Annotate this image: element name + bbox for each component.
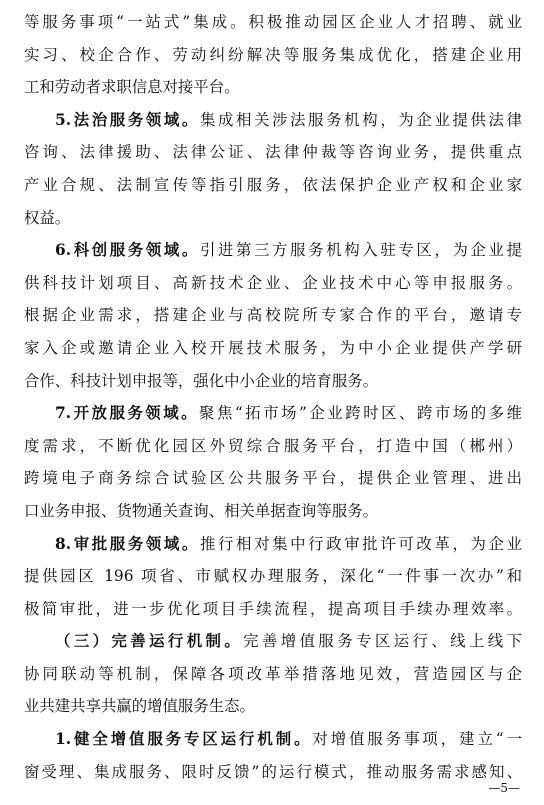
text-line: 协同联动等机制，保障各项改革举措落地见效，营造园区与企	[24, 664, 522, 683]
text-line: 产业合规、法制宣传等指引服务，依法保护企业产权和企业家	[24, 175, 522, 194]
text-line: 跨境电子商务综合试验区公共服务平台，提供企业管理、进出	[24, 469, 522, 488]
text-line: 业共建共享共赢的增值服务生态。	[24, 697, 255, 716]
document-page	[24, 6, 522, 788]
text-line	[24, 234, 522, 267]
paragraph-openness-services	[24, 397, 522, 527]
text-line: 等服务事项“一站式”集成。积极推动园区企业人才招聘、就业	[24, 13, 522, 31]
page-number: —5—	[488, 781, 520, 795]
text-span: 完善增值服务专区运行、线上线下	[243, 632, 522, 651]
text-line	[24, 397, 522, 430]
paragraph-innovation-services	[24, 234, 522, 397]
text-line	[24, 625, 522, 658]
section-heading: 5.法治服务领域。	[55, 110, 200, 129]
section-heading: 7.开放服务领域。	[55, 404, 200, 423]
section-heading: 1.健全增值服务专区运行机制。	[55, 730, 313, 749]
text-line: 家入企或邀请企业入校开展技术服务，为中小企业提供产学研	[24, 338, 522, 357]
paragraph-legal-services	[24, 104, 522, 234]
paragraph-operating-mechanism	[24, 625, 522, 723]
section-heading: 8.审批服务领域。	[55, 534, 200, 553]
text-line: 工和劳动者求职信息对接平台。	[24, 78, 240, 97]
text-line: 提供园区 196 项省、市赋权办理服务，深化“一件事一次办”和	[24, 567, 522, 586]
paragraph-approval-services	[24, 528, 522, 626]
text-line: 供科技计划项目、高新技术企业、企业技术中心等申报服务。	[24, 273, 522, 292]
section-heading: 6.科创服务领域。	[55, 241, 200, 260]
text-line: 度需求，不断优化园区外贸综合服务平台，打造中国（郴州）	[24, 436, 522, 455]
section-heading: （三）完善运行机制。	[55, 632, 244, 651]
text-line: 咨询、法律援助、法律公证、法律仲裁等咨询业务，提供重点	[24, 143, 522, 162]
text-span: 聚焦“拓市场”企业跨时区、跨市场的多维	[199, 404, 522, 423]
text-line	[24, 723, 522, 756]
text-line: 极简审批，进一步优化项目手续流程，提高项目手续办理效率。	[24, 599, 522, 618]
text-span: 集成相关涉法服务机构，为企业提供法律	[199, 110, 522, 129]
text-line: 合作、科技计划申报等，强化中小企业的培育服务。	[24, 371, 378, 390]
paragraph-continuation	[24, 6, 522, 104]
text-line	[24, 104, 522, 137]
text-line: 根据企业需求，搭建企业与高校院所专家合作的平台，邀请专	[24, 306, 522, 325]
text-line: 权益。	[24, 208, 71, 227]
text-span: 对增值服务事项，建立“一	[312, 730, 522, 749]
text-line	[24, 528, 522, 561]
text-line: 窗受理、集成服务、限时反馈”的运行模式，推动服务需求感知、	[24, 762, 522, 781]
paragraph-zone-mechanism	[24, 723, 522, 788]
text-span: 引进第三方服务机构入驻专区，为企业提	[199, 241, 522, 260]
text-line: 实习、校企合作、劳动纠纷解决等服务集成优化，搭建企业用	[24, 45, 522, 64]
text-span: 推行相对集中行政审批许可改革，为企业	[199, 534, 522, 553]
text-line: 口业务申报、货物通关查询、相关单据查询等服务。	[24, 501, 378, 520]
